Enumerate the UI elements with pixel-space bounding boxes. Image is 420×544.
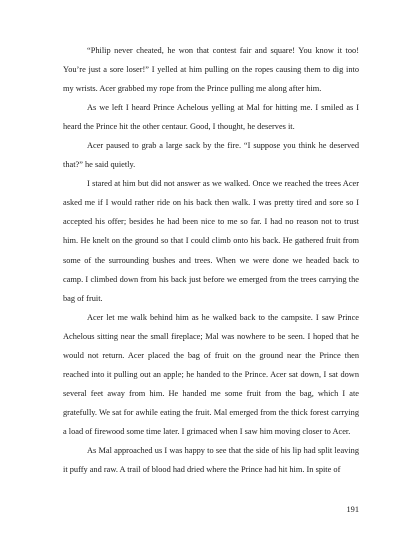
paragraph: Acer let me walk behind him as he walked back to the campsite. I saw Prince Achelous sitting near the small fireplace; Mal was nowhere to be seen. I hoped that he would not return. Acer placed the bag of fruit on the ground near the Prince then reached into it pulling out an apple; he handed to the Prince. Acer sat down, I sat down several feet away from him. He handed me some fruit from the bag, which I ate gratefully. We sat for awhile eating the fruit. Mal emerged from the thick forest carrying a load of firewood some time later. I grimaced when I saw him moving closer to Acer. — [63, 312, 359, 436]
page-number: 191 — [346, 505, 359, 514]
paragraph: “Philip never cheated, he won that contest fair and square! You know it too! You’re just a sore loser!” I yelled at him pulling on the ropes causing them to dig into my wrists. Acer grabbed my rope from the Prince pulling me along after him. — [63, 46, 359, 94]
body-text — [63, 41, 359, 479]
paragraph: As Mal approached us I was happy to see that the side of his lip had split leaving it puffy and raw. A trail of blood had dried where the Prince had hit him. In spite of — [63, 445, 359, 475]
paragraph: Acer paused to grab a large sack by the fire. “I suppose you think he deserved that?” he said quietly. — [63, 141, 359, 170]
paragraph: I stared at him but did not answer as we walked. Once we reached the trees Acer asked me if I would rather ride on his back then walk. I was pretty tired and sore so I accepted his offer; besides he had been nice to me so far. I had no reason not to trust him. He knelt on the ground so that I could climb onto his back. He gathered fruit from some of the surrounding bushes and trees. When we were done we headed back to camp. I climbed down from his back just before we emerged from the trees carrying the bag of fruit. — [63, 179, 359, 303]
paragraph: As we left I heard Prince Achelous yelling at Mal for hitting me. I smiled as I heard the Prince hit the other centaur. Good, I thought, he deserves it. — [63, 103, 359, 132]
